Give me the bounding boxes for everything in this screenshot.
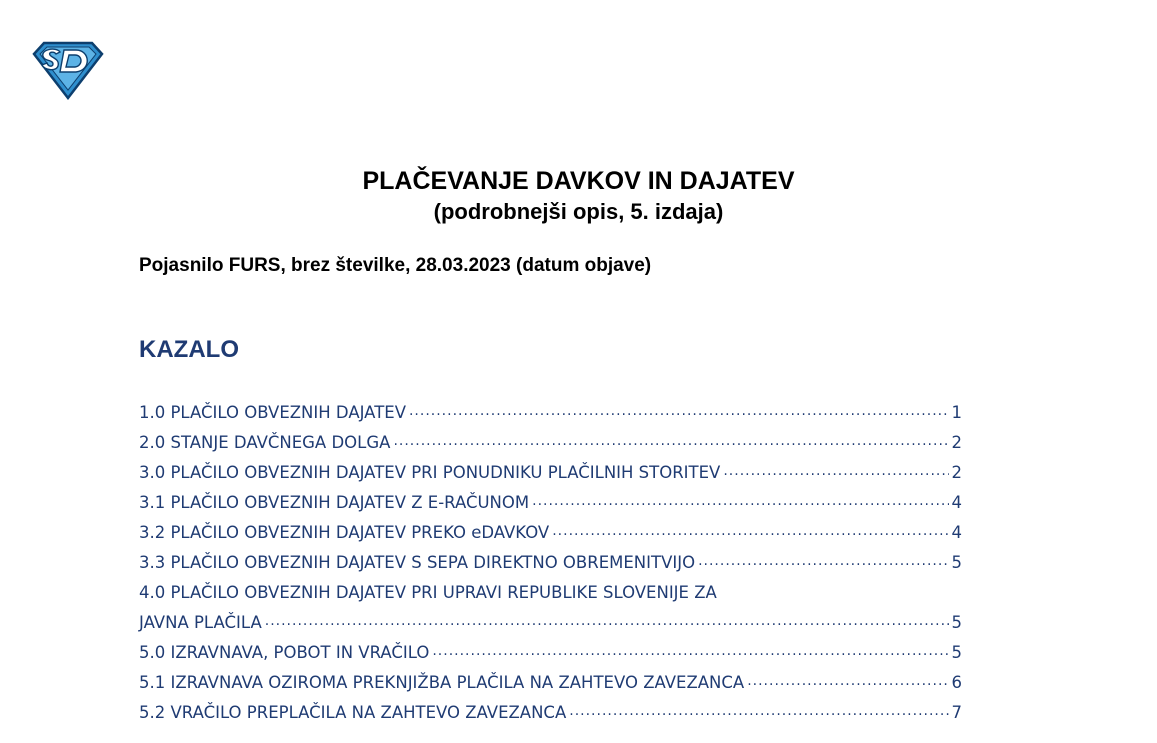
toc-entry[interactable] bbox=[139, 392, 962, 422]
toc-entry-page: 2 bbox=[951, 433, 962, 452]
toc-dot-leader bbox=[552, 524, 948, 538]
toc-dot-leader bbox=[569, 704, 948, 718]
toc-entry[interactable] bbox=[139, 632, 962, 662]
toc-dot-leader bbox=[432, 644, 948, 658]
toc-entry[interactable] bbox=[139, 422, 962, 452]
toc-entry-page: 4 bbox=[951, 523, 962, 542]
toc-entry-text: 5.0 IZRAVNAVA, POBOT IN VRAČILO bbox=[139, 643, 430, 662]
toc-entry[interactable] bbox=[139, 542, 962, 572]
toc-dot-leader bbox=[723, 464, 948, 478]
toc-entry-text: 3.0 PLAČILO OBVEZNIH DAJATEV PRI PONUDNIKU PLAČILNIH STORITEV bbox=[139, 463, 721, 482]
toc-entry[interactable] bbox=[139, 512, 962, 542]
toc-entry-text: 3.3 PLAČILO OBVEZNIH DAJATEV S SEPA DIREKTNO OBREMENITVIJO bbox=[139, 553, 696, 572]
toc-dot-leader bbox=[747, 674, 948, 688]
toc-entry-page: 5 bbox=[951, 553, 962, 572]
toc-entry-continuation: JAVNA PLAČILA bbox=[139, 613, 262, 632]
document-meta: Pojasnilo FURS, brez številke, 28.03.2023 (datum objave) bbox=[139, 255, 652, 276]
toc-dot-leader bbox=[698, 554, 948, 568]
table-of-contents bbox=[139, 392, 962, 722]
toc-entry[interactable] bbox=[139, 602, 962, 632]
toc-entry[interactable] bbox=[139, 452, 962, 482]
toc-entry[interactable] bbox=[139, 482, 962, 512]
diamond-logo-icon bbox=[30, 40, 106, 100]
toc-entry-page: 4 bbox=[951, 493, 962, 512]
toc-entry[interactable] bbox=[139, 692, 962, 722]
toc-entry[interactable] bbox=[139, 662, 962, 692]
toc-dot-leader bbox=[393, 434, 948, 448]
document-title: PLAČEVANJE DAVKOV IN DAJATEV bbox=[362, 167, 795, 195]
toc-entry-text: 1.0 PLAČILO OBVEZNIH DAJATEV bbox=[139, 403, 406, 422]
toc-entry-page: 5 bbox=[951, 643, 962, 662]
toc-entry-page: 5 bbox=[951, 613, 962, 632]
toc-dot-leader bbox=[409, 404, 949, 418]
toc-entry-text: 5.1 IZRAVNAVA OZIROMA PREKNJIŽBA PLAČILA NA ZAHTEVO ZAVEZANCA bbox=[139, 673, 745, 692]
toc-heading: KAZALO bbox=[139, 336, 239, 363]
toc-entry-page: 2 bbox=[951, 463, 962, 482]
title-block bbox=[0, 165, 1157, 227]
toc-dot-leader bbox=[532, 494, 948, 508]
toc-entry-page: 1 bbox=[951, 403, 962, 422]
toc-entry-page: 7 bbox=[951, 703, 962, 722]
toc-entry-first-line[interactable] bbox=[139, 572, 962, 602]
toc-dot-leader bbox=[265, 614, 949, 628]
toc-entry-text: 5.2 VRAČILO PREPLAČILA NA ZAHTEVO ZAVEZANCA bbox=[139, 703, 567, 722]
toc-entry-text: 3.1 PLAČILO OBVEZNIH DAJATEV Z E-RAČUNOM bbox=[139, 493, 530, 512]
toc-entry-page: 6 bbox=[951, 673, 962, 692]
document-subtitle: (podrobnejši opis, 5. izdaja) bbox=[433, 199, 724, 224]
toc-entry-text: 3.2 PLAČILO OBVEZNIH DAJATEV PREKO eDAVKOV bbox=[139, 523, 550, 542]
toc-entry-text: 4.0 PLAČILO OBVEZNIH DAJATEV PRI UPRAVI REPUBLIKE SLOVENIJE ZA bbox=[139, 583, 717, 602]
toc-entry-text: 2.0 STANJE DAVČNEGA DOLGA bbox=[139, 433, 391, 452]
